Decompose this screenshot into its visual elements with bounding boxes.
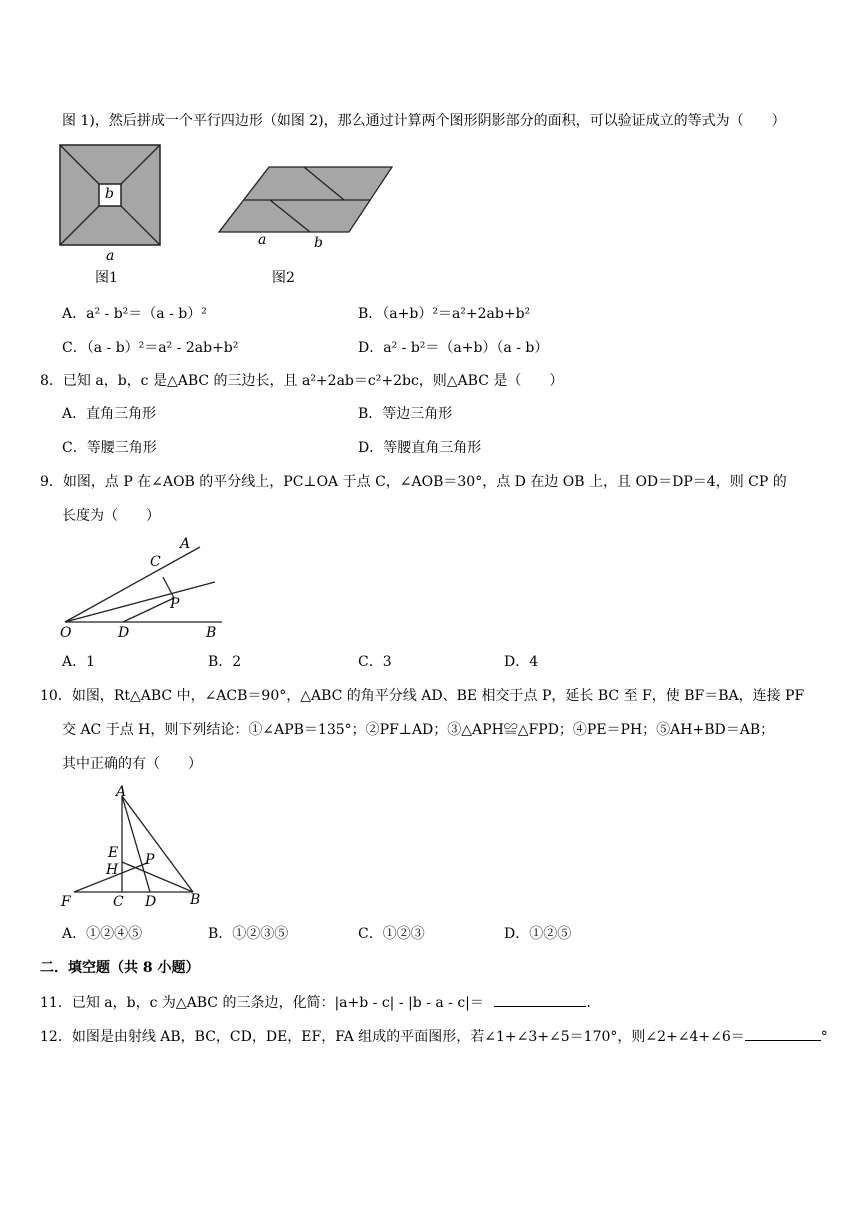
- q12: [40, 1026, 828, 1047]
- q10-label-c: C: [113, 894, 124, 910]
- q9-label-c: C: [150, 554, 161, 570]
- q9-label-b: B: [206, 625, 217, 641]
- q9-line2: 长度为（ ）: [62, 508, 160, 524]
- q9-label-d: D: [118, 625, 130, 641]
- q8-option-a: A．直角三角形: [62, 406, 157, 422]
- q10-option-c: C．①②③: [358, 926, 425, 942]
- q12-answer-blank[interactable]: [745, 1026, 821, 1041]
- q10-label-a: A: [116, 784, 127, 800]
- q7-text: 图 1)，然后拼成一个平行四边形（如图 2)，那么通过计算两个图形阴影部分的面积，可以验证成立的等式为（ ）: [62, 113, 786, 129]
- fig1-caption: 图1: [95, 270, 118, 286]
- q10-figure: [60, 790, 210, 900]
- q10-line1: 10．如图，Rt△ABC 中，∠ACB＝90°，△ABC 的角平分线 AD、BE 相交于点 P，延长 BC 至 F，使 BF＝BA，连接 PF: [40, 688, 805, 704]
- q12-end: °: [820, 1029, 828, 1045]
- q10-label-b: B: [190, 892, 201, 908]
- q10-line3: 其中正确的有（ ）: [62, 756, 202, 772]
- q9-label-o: O: [60, 625, 72, 641]
- fig2-caption: 图2: [272, 270, 295, 286]
- q8-option-b: B．等边三角形: [358, 406, 453, 422]
- q8-option-c: C．等腰三角形: [62, 440, 157, 456]
- q9-label-p: P: [170, 596, 180, 612]
- q9-option-d: D．4: [504, 654, 539, 670]
- q10-option-b: B．①②③⑤: [208, 926, 289, 942]
- q8-option-d: D．等腰直角三角形: [358, 440, 482, 456]
- q10-label-p: P: [145, 852, 155, 868]
- q10-label-h: H: [106, 862, 119, 878]
- q11-answer-blank[interactable]: [494, 992, 586, 1007]
- q9-option-b: B．2: [208, 654, 242, 670]
- q9-label-a: A: [180, 536, 191, 552]
- q10-option-d: D．①②⑤: [504, 926, 572, 942]
- q9-figure: [60, 540, 230, 630]
- q12-text: 12．如图是由射线 AB，BC，CD，DE，EF，FA 组成的平面图形，若∠1+∠3+∠5＝170°，则∠2+∠4+∠6＝: [40, 1029, 745, 1045]
- figure-2: [214, 164, 394, 236]
- q10-line2: 交 AC 于点 H，则下列结论：①∠APB＝135°；②PF⊥AD；③△APH≌△FPD；④PE＝PH；⑤AH+BD＝AB；: [62, 722, 775, 738]
- q9-option-c: C．3: [358, 654, 392, 670]
- q9-line1: 9．如图，点 P 在∠AOB 的平分线上，PC⊥OA 于点 C，∠AOB＝30°，点 D 在边 OB 上，且 OD＝DP＝4，则 CP 的: [40, 474, 787, 490]
- q7-option-b: B．（a+b）²＝a²+2ab+b²: [358, 306, 531, 322]
- q11-text: 11．已知 a，b，c 为△ABC 的三条边，化简：|a+b - c| - |b - a - c|＝: [40, 995, 484, 1011]
- q11: [40, 992, 591, 1013]
- q11-end: .: [586, 995, 591, 1011]
- fig2-label-a: a: [258, 232, 267, 248]
- fig1-label-a: a: [106, 248, 115, 264]
- q8-text: 8．已知 a，b，c 是△ABC 的三边长，且 a²+2ab＝c²+2bc，则△ABC 是（ ）: [40, 373, 564, 389]
- fig2-label-b: b: [314, 235, 323, 251]
- q7-option-c: C．（a - b）²＝a² - 2ab+b²: [62, 340, 239, 356]
- q9-option-a: A．1: [62, 654, 96, 670]
- q7-option-d: D．a² - b²＝（a+b）（a - b）: [358, 340, 549, 356]
- q10-label-e: E: [108, 845, 119, 861]
- section-2-title: 二．填空题（共 8 小题）: [40, 960, 200, 976]
- q7-option-a: A．a² - b²＝（a - b）²: [62, 306, 207, 322]
- q10-option-a: A．①②④⑤: [62, 926, 143, 942]
- q10-label-f: F: [61, 894, 71, 910]
- fig1-label-b: b: [105, 186, 114, 202]
- q10-label-d: D: [145, 894, 157, 910]
